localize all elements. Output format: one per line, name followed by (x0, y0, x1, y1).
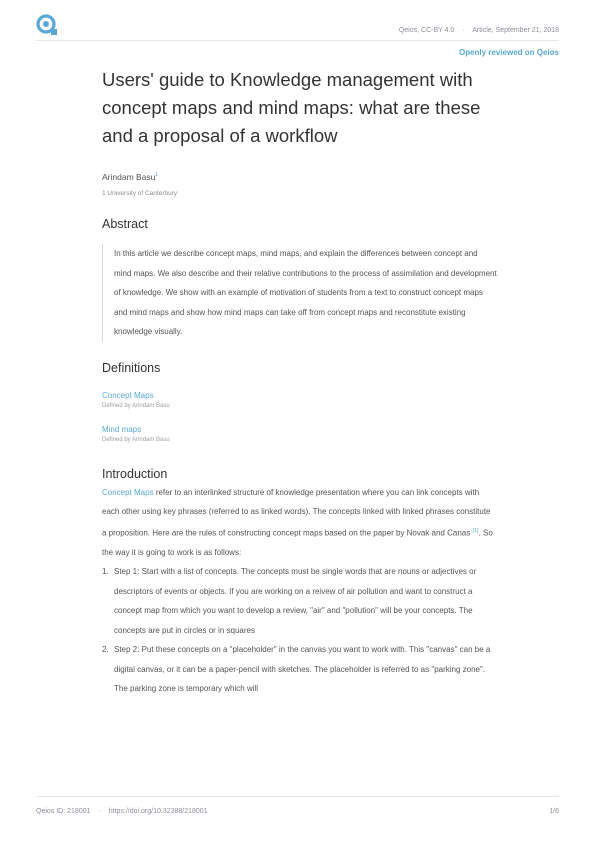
definition-item (102, 391, 497, 409)
definitions-heading: Definitions (102, 360, 161, 375)
abstract-heading: Abstract (102, 217, 148, 231)
introduction-heading: Introduction (102, 466, 168, 481)
list-item (102, 640, 497, 699)
separator: · (98, 808, 101, 815)
author-name[interactable]: Arindam Basu (102, 172, 156, 182)
affiliation: 1 University of Canterbury (102, 190, 178, 197)
footer-divider (36, 796, 559, 797)
footer-left (36, 808, 208, 815)
article-content (102, 66, 497, 699)
intro-text-a: refer to an interlinked structure of knowledge presentation where you can link concepts with each other using key phrases (referred to as linked words). The concepts linked with linked phrases constitute a proposition. Here are the rules of constructing concept maps based on the paper by Novak and Canas (102, 487, 491, 538)
doi-link[interactable]: https://doi.org/10.32388/218001 (108, 808, 208, 815)
page-number: 1/6 (549, 808, 559, 815)
list-item (102, 562, 497, 640)
header-divider (36, 40, 559, 41)
abstract-text: In this article we describe concept maps, mind maps, and explain the differences between concept and mind maps. We also describe and their relative contributions to the process of assimilation and development of knowledge. We show with an example of motivation of students from a text to construct concept maps and mind maps and show how mind maps can take off from concept maps and reconstitute existing knowledge visually. (102, 244, 497, 342)
citation-link[interactable]: [1] (472, 527, 479, 534)
concept-maps-link[interactable]: Concept Maps (102, 487, 154, 497)
author-affiliation-marker: 1 (155, 172, 159, 179)
article-date: Article, September 21, 2018 (472, 27, 559, 34)
header-meta (399, 27, 559, 34)
license-text: Qeios, CC-BY 4.0 (398, 27, 455, 34)
list-item-text: Step 1: Start with a list of concepts. The concepts must be single words that are nouns or adjectives or descriptors of events or objects. If you are working on a reivew of air pollution and want to construct a concept map from which you want to develop a review, "air" and "pollution" will be your concepts. The concepts are put in circles or in squares (114, 567, 477, 635)
definition-term-concept-maps[interactable]: Concept Maps (102, 390, 154, 400)
definition-term-mind-maps[interactable]: Mind maps (102, 424, 142, 434)
list-number: 2. (102, 645, 109, 655)
reviewed-link[interactable]: Openly reviewed on Qeios (458, 48, 559, 57)
qeios-id: Qeios ID: 218001 (36, 808, 91, 815)
article-title: Users' guide to Knowledge management with concept maps and mind maps: what are these and a proposal of a workflow (102, 69, 481, 146)
definition-author: Defined by Arindam Basu (102, 436, 170, 443)
list-item-text: Step 2: Put these concepts on a "placeholder" in the canvas you want to work with. This "canvas" can be a digital canvas, or it can be a paper-pencil with sketches. The placeholder is referred to as "parking zone". The parking zone is temporary which will (114, 645, 491, 694)
separator: · (462, 27, 465, 34)
definition-author: Defined by Arindam Basu (102, 402, 170, 409)
introduction-paragraph (102, 483, 497, 563)
author-line (102, 172, 497, 182)
steps-list (102, 562, 497, 699)
intro-text-b: . So the way it is going to work is as follows: (102, 528, 493, 557)
definition-item (102, 425, 497, 443)
list-number: 1. (102, 567, 109, 577)
qeios-logo-icon[interactable] (36, 14, 58, 36)
